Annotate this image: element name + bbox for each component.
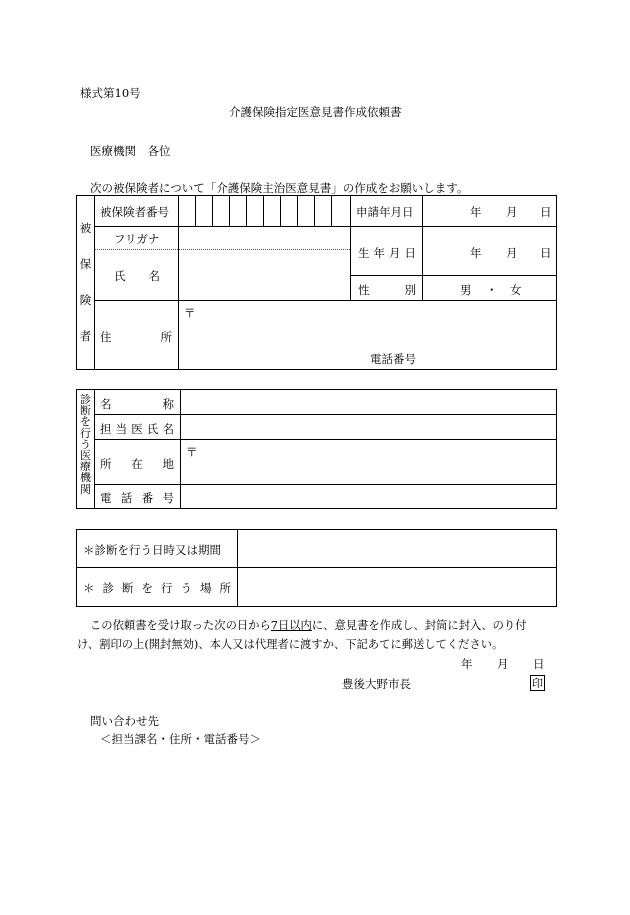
inquiry-detail: ＜担当課名・住所・電話番号＞ (100, 732, 261, 746)
birthdate-month[interactable]: 月 (506, 246, 518, 260)
birthdate-label: 生 年 月 日 (358, 246, 416, 260)
issue-date-year: 年 (461, 657, 473, 671)
sex-label: 性 別 (358, 283, 416, 297)
form-number: 様式第10号 (80, 86, 141, 100)
body-line-2: け、割印の上(開封無効)、本人又は代理者に渡すか、下記あてに郵送してください。 (77, 638, 504, 651)
institution-phone-label: 電 話 番 号 (100, 491, 174, 505)
birthdate-year[interactable]: 年 (470, 246, 482, 260)
name-label: 氏 名 (114, 269, 160, 283)
institution-side-label: 診 断 を 行 う 医 療 機 関 (80, 393, 91, 496)
diagnosis-place-label: ＊ 診 断 を 行 う 場 所 (83, 581, 231, 595)
document-title: 介護保険指定医意見書作成依頼書 (229, 105, 402, 119)
postal-mark: 〒 (184, 306, 196, 320)
intro-text: 次の被保険者について「介護保険主治医意見書」の作成をお願いします。 (90, 181, 469, 195)
issue-date-month: 月 (497, 657, 509, 671)
diagnosis-datetime-label: ＊診断を行う日時又は期間 (83, 543, 221, 557)
mayor-name: 豊後大野市長 (342, 677, 411, 691)
issue-date-day: 日 (533, 657, 545, 671)
diagnosis-datetime-field[interactable] (238, 530, 556, 567)
institution-name-label: 名 称 (100, 397, 174, 411)
diagnosis-place-field[interactable] (238, 568, 556, 606)
sex-separator: ・ (486, 283, 498, 297)
doctor-name-label: 担 当 医 氏 名 (100, 422, 174, 436)
inquiry-label: 問い合わせ先 (90, 714, 159, 728)
birthdate-day[interactable]: 日 (540, 246, 552, 260)
furigana-label: フリガナ (114, 232, 160, 246)
name-field[interactable] (179, 250, 350, 300)
address-label: 住 所 (100, 330, 172, 344)
institution-postal-mark: 〒 (186, 445, 198, 459)
insured-side-label: 被 保 険 者 (79, 221, 92, 343)
body-line-1: この依頼書を受け取った次の日から7日以内に、意見書を作成し、封筒に封入、のり付 (90, 619, 527, 632)
application-date-label: 申請年月日 (356, 205, 414, 219)
application-date-year[interactable]: 年 (470, 205, 482, 219)
institution-phone-field[interactable] (181, 485, 556, 508)
addressee: 医療機関 各位 (90, 144, 171, 158)
application-date-month[interactable]: 月 (506, 205, 518, 219)
deadline-underlined: 7日以内 (270, 619, 312, 632)
insured-number-label: 被保険者番号 (100, 205, 169, 219)
location-label: 所 在 地 (100, 457, 174, 471)
sex-male-option[interactable]: 男 (460, 283, 472, 297)
sex-female-option[interactable]: 女 (510, 283, 522, 297)
phone-label: 電話番号 (370, 352, 416, 366)
application-date-day[interactable]: 日 (540, 205, 552, 219)
seal-mark: 印 (532, 677, 543, 690)
institution-name-field[interactable] (181, 390, 556, 414)
doctor-name-field[interactable] (181, 415, 556, 439)
